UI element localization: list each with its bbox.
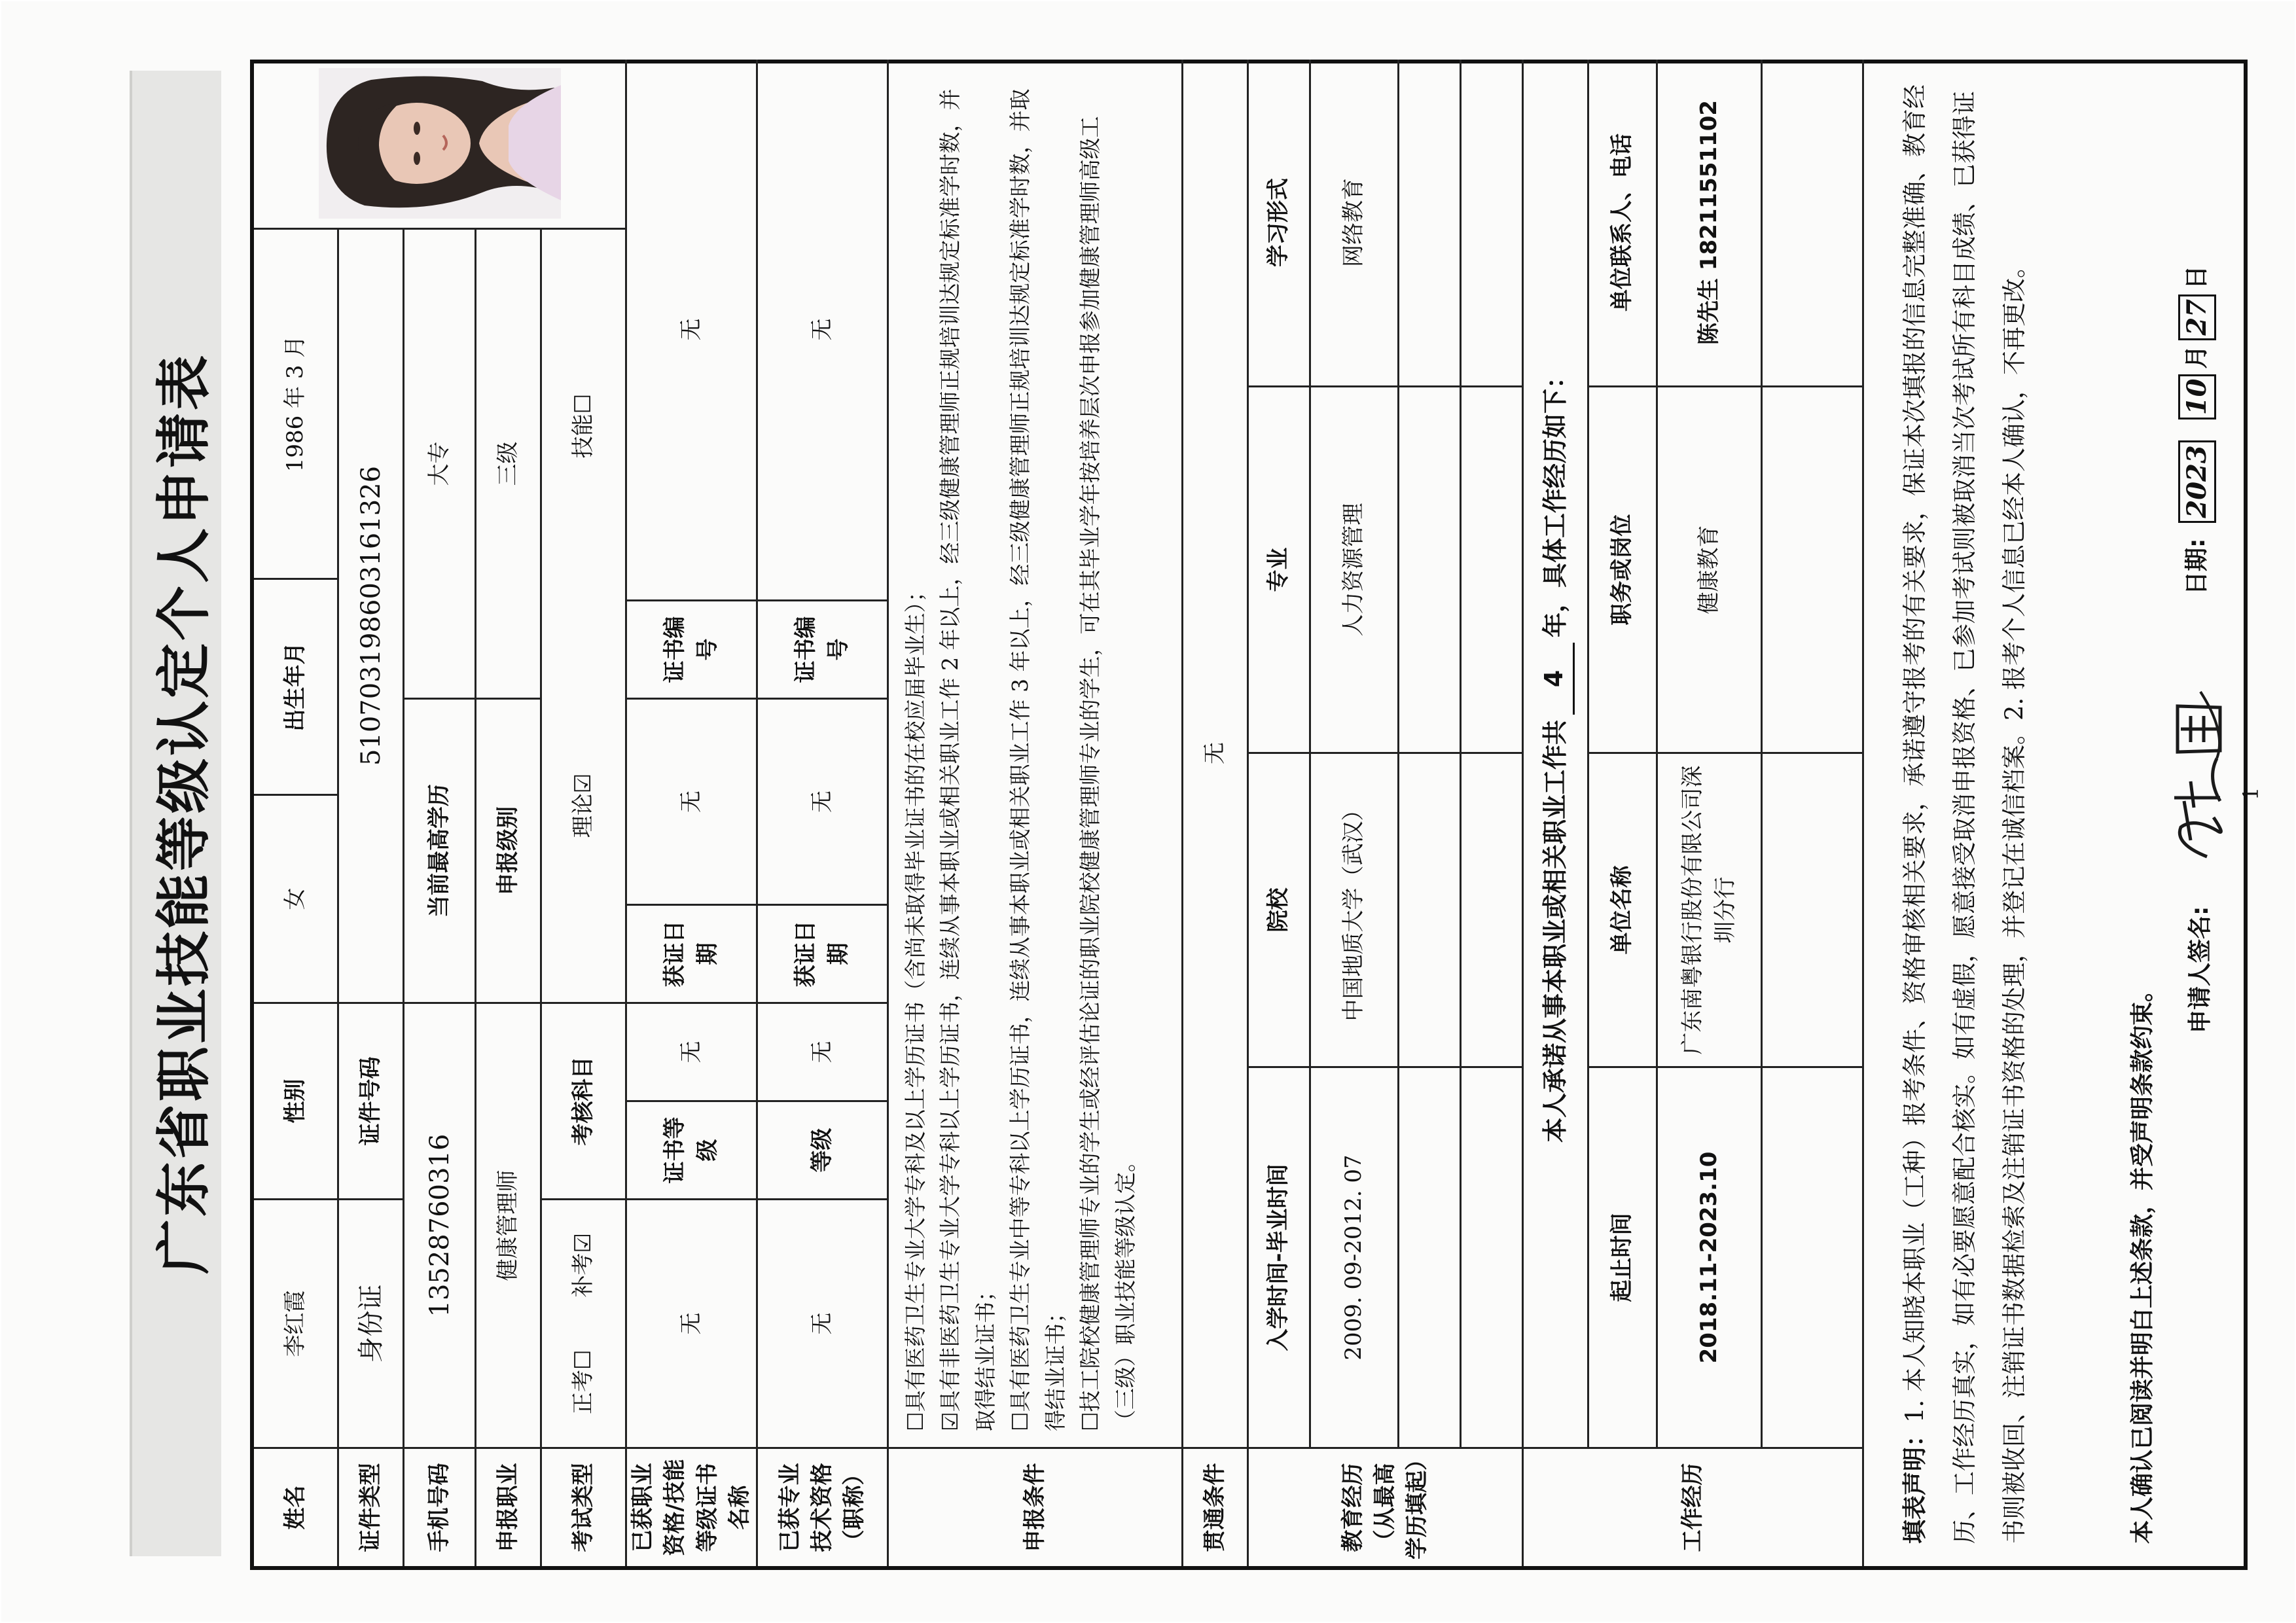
photo-cell — [254, 60, 627, 228]
subject-theory-checkbox[interactable]: 理论☑ — [569, 773, 596, 838]
application-table — [250, 60, 2248, 1570]
value-tech-name: 无 — [758, 1198, 889, 1447]
condition-option[interactable]: ☐具有医药卫生专业中等专科以上学历证书，连续从事本职业或相关职业工作 3 年以上，经三级健康管理师正规培训达规定标准学时数，并取得结业证书； — [1007, 88, 1068, 1431]
work-empty-cell — [1763, 1066, 1864, 1447]
work-row-company: 广东南粤银行股份有限公司深圳分行 — [1658, 752, 1763, 1066]
value-cert-level: 无 — [627, 1002, 758, 1100]
statement-label: 填表声明： — [1901, 1423, 1929, 1544]
declaration-section — [1864, 60, 2244, 1566]
value-tech-number: 无 — [758, 60, 889, 599]
conditions-list — [889, 60, 1183, 1447]
exam-type-first-checkbox[interactable]: 正考☐ — [569, 1349, 596, 1414]
label-exam-type: 考试类型 — [542, 1447, 627, 1566]
statement-text: 1. 本人知晓本职业（工种）报考条件、资格审核相关要求，承诺遵守报考的有关要求，保证本次填报的信息完整准确、教育经历、工作经历真实，如有必要愿意配合核实。如有虚假，愿意接受取消申报资格、已参加考试则被取消当次考试所有科目成绩、已获得证书则被收回、注销证书数据检索及注销证书资格的处理，并登记在诚信档案。2. 报考个人信息已经本人确认，不再更改。 — [1901, 84, 2028, 1544]
label-cert-level: 证书等级 — [627, 1100, 758, 1198]
work-header-position: 职务或岗位 — [1589, 385, 1658, 752]
label-id-number: 证件号码 — [339, 1002, 404, 1198]
signature-row — [2172, 79, 2224, 1544]
edu-row-school: 中国地质大学（武汉） — [1311, 752, 1399, 1066]
label-name: 姓名 — [254, 1447, 339, 1566]
exam-type-options — [542, 1198, 627, 1447]
value-level: 三级 — [476, 228, 542, 698]
edu-header-mode: 学习形式 — [1249, 60, 1311, 385]
edu-row-major: 人力资源管理 — [1311, 385, 1399, 752]
label-tech-held: 已获专业技术资格（职称） — [758, 1447, 889, 1566]
value-name: 李红霞 — [254, 1198, 339, 1447]
date-day[interactable]: 27 — [2178, 294, 2216, 340]
label-pathway: 贯通条件 — [1183, 1447, 1249, 1566]
value-gender: 女 — [254, 794, 339, 1002]
page-number: 1 — [2238, 787, 2263, 800]
label-conditions: 申报条件 — [889, 1447, 1183, 1566]
work-empty-cell — [1763, 752, 1864, 1066]
value-tech-date: 无 — [758, 698, 889, 904]
value-phone: 13528760316 — [404, 1002, 476, 1447]
value-id-number: 510703198603161326 — [339, 228, 404, 1002]
value-cert-name: 无 — [627, 1198, 758, 1447]
day-label: 日 — [2183, 265, 2210, 289]
value-cert-number: 无 — [627, 60, 758, 599]
signature-date — [2178, 266, 2216, 595]
value-id-type: 身份证 — [339, 1198, 404, 1447]
statement-block — [1890, 79, 2039, 1544]
value-occupation: 健康管理师 — [476, 1002, 542, 1447]
applicant-photo — [319, 69, 561, 219]
work-years-field[interactable]: 4 — [1536, 643, 1574, 715]
label-cert-date: 获证日期 — [627, 904, 758, 1002]
label-education: 当前最高学历 — [404, 698, 476, 1002]
edu-empty-cell — [1462, 385, 1524, 752]
edu-empty-cell — [1399, 752, 1462, 1066]
label-phone: 手机号码 — [404, 1447, 476, 1566]
form-title: 广东省职业技能等级认定个人申请表 — [151, 353, 216, 1275]
declaration-suffix: 年，具体工作经历如下： — [1540, 363, 1570, 637]
work-empty-cell — [1763, 385, 1864, 752]
value-cert-date: 无 — [627, 698, 758, 904]
work-declaration-row — [1524, 60, 1589, 1447]
work-header-period: 起止时间 — [1589, 1066, 1658, 1447]
work-declaration — [1536, 364, 1574, 1143]
edu-row-mode: 网络教育 — [1311, 60, 1399, 385]
label-work-history: 工作经历 — [1524, 1447, 1864, 1566]
edu-empty-cell — [1399, 1066, 1462, 1447]
label-cert-number: 证书编号 — [627, 599, 758, 698]
edu-empty-cell — [1399, 60, 1462, 385]
condition-option[interactable]: ☑具有非医药卫生专业大学专科以上学历证书，连续从事本职业或相关职业工作 2 年以上，经三级健康管理师正规培训达规定标准学时数，并取得结业证书； — [937, 88, 998, 1431]
label-edu-history: 教育经历（从最高学历填起） — [1249, 1447, 1524, 1566]
edu-header-period: 入学时间-毕业时间 — [1249, 1066, 1311, 1447]
work-empty-cell — [1763, 60, 1864, 385]
work-header-contact: 单位联系人、电话 — [1589, 60, 1658, 385]
label-birth: 出生年月 — [254, 578, 339, 794]
month-label: 月 — [2183, 345, 2210, 369]
work-row-position: 健康教育 — [1658, 385, 1763, 752]
title-bar — [130, 71, 221, 1556]
subject-skill-checkbox[interactable]: 技能☐ — [569, 393, 596, 459]
edu-empty-cell — [1462, 60, 1524, 385]
condition-option[interactable]: ☐技工院校健康管理师专业的学生或经评估论证的职业院校健康管理师专业的学生，可在其毕业学年按培养层次申报参加健康管理师高级工（三级）职业技能等级认定。 — [1077, 116, 1138, 1431]
label-gender: 性别 — [254, 1002, 339, 1198]
work-row-period: 2018.11-2023.10 — [1658, 1066, 1763, 1447]
application-form-page — [1, 1, 2295, 1622]
value-education: 大专 — [404, 228, 476, 698]
date-month[interactable]: 10 — [2178, 374, 2216, 420]
edu-header-major: 专业 — [1249, 385, 1311, 752]
value-birth: 1986 年 3 月 — [254, 228, 339, 578]
label-id-type: 证件类型 — [339, 1447, 404, 1566]
signature-label: 申请人签名: — [2187, 906, 2214, 1033]
edu-empty-cell — [1462, 752, 1524, 1066]
declaration-prefix: 本人承诺从事本职业或相关职业工作共 — [1540, 720, 1570, 1143]
applicant-handwritten-signature — [2155, 680, 2233, 863]
label-tech-number: 证书编号 — [758, 599, 889, 698]
label-cert-held: 已获职业资格/技能等级证书名称 — [627, 1447, 758, 1566]
exam-subject-options — [542, 228, 627, 1002]
work-header-company: 单位名称 — [1589, 752, 1658, 1066]
date-year[interactable]: 2023 — [2178, 440, 2216, 522]
confirm-line: 本人确认已阅读并明白上述条款，并受声明条款约束。 — [2129, 978, 2156, 1544]
edu-empty-cell — [1462, 1066, 1524, 1447]
label-level: 申报级别 — [476, 698, 542, 1002]
work-row-contact: 陈先生 18211551102 — [1658, 60, 1763, 385]
edu-header-school: 院校 — [1249, 752, 1311, 1066]
date-label: 日期: — [2183, 538, 2210, 595]
edu-row-period: 2009. 09-2012. 07 — [1311, 1066, 1399, 1447]
value-tech-level: 无 — [758, 1002, 889, 1100]
label-occupation: 申报职业 — [476, 1447, 542, 1566]
exam-type-makeup-checkbox[interactable]: 补考☑ — [569, 1233, 596, 1298]
value-pathway: 无 — [1183, 60, 1249, 1447]
label-exam-subject: 考核科目 — [542, 1002, 627, 1198]
label-tech-date: 获证日期 — [758, 904, 889, 1002]
label-tech-grade: 等级 — [758, 1100, 889, 1198]
edu-empty-cell — [1399, 385, 1462, 752]
condition-option[interactable]: ☐具有医药卫生专业大学专科及以上学历证书（含尚未取得毕业证书的在校应届毕业生）； — [903, 580, 928, 1431]
